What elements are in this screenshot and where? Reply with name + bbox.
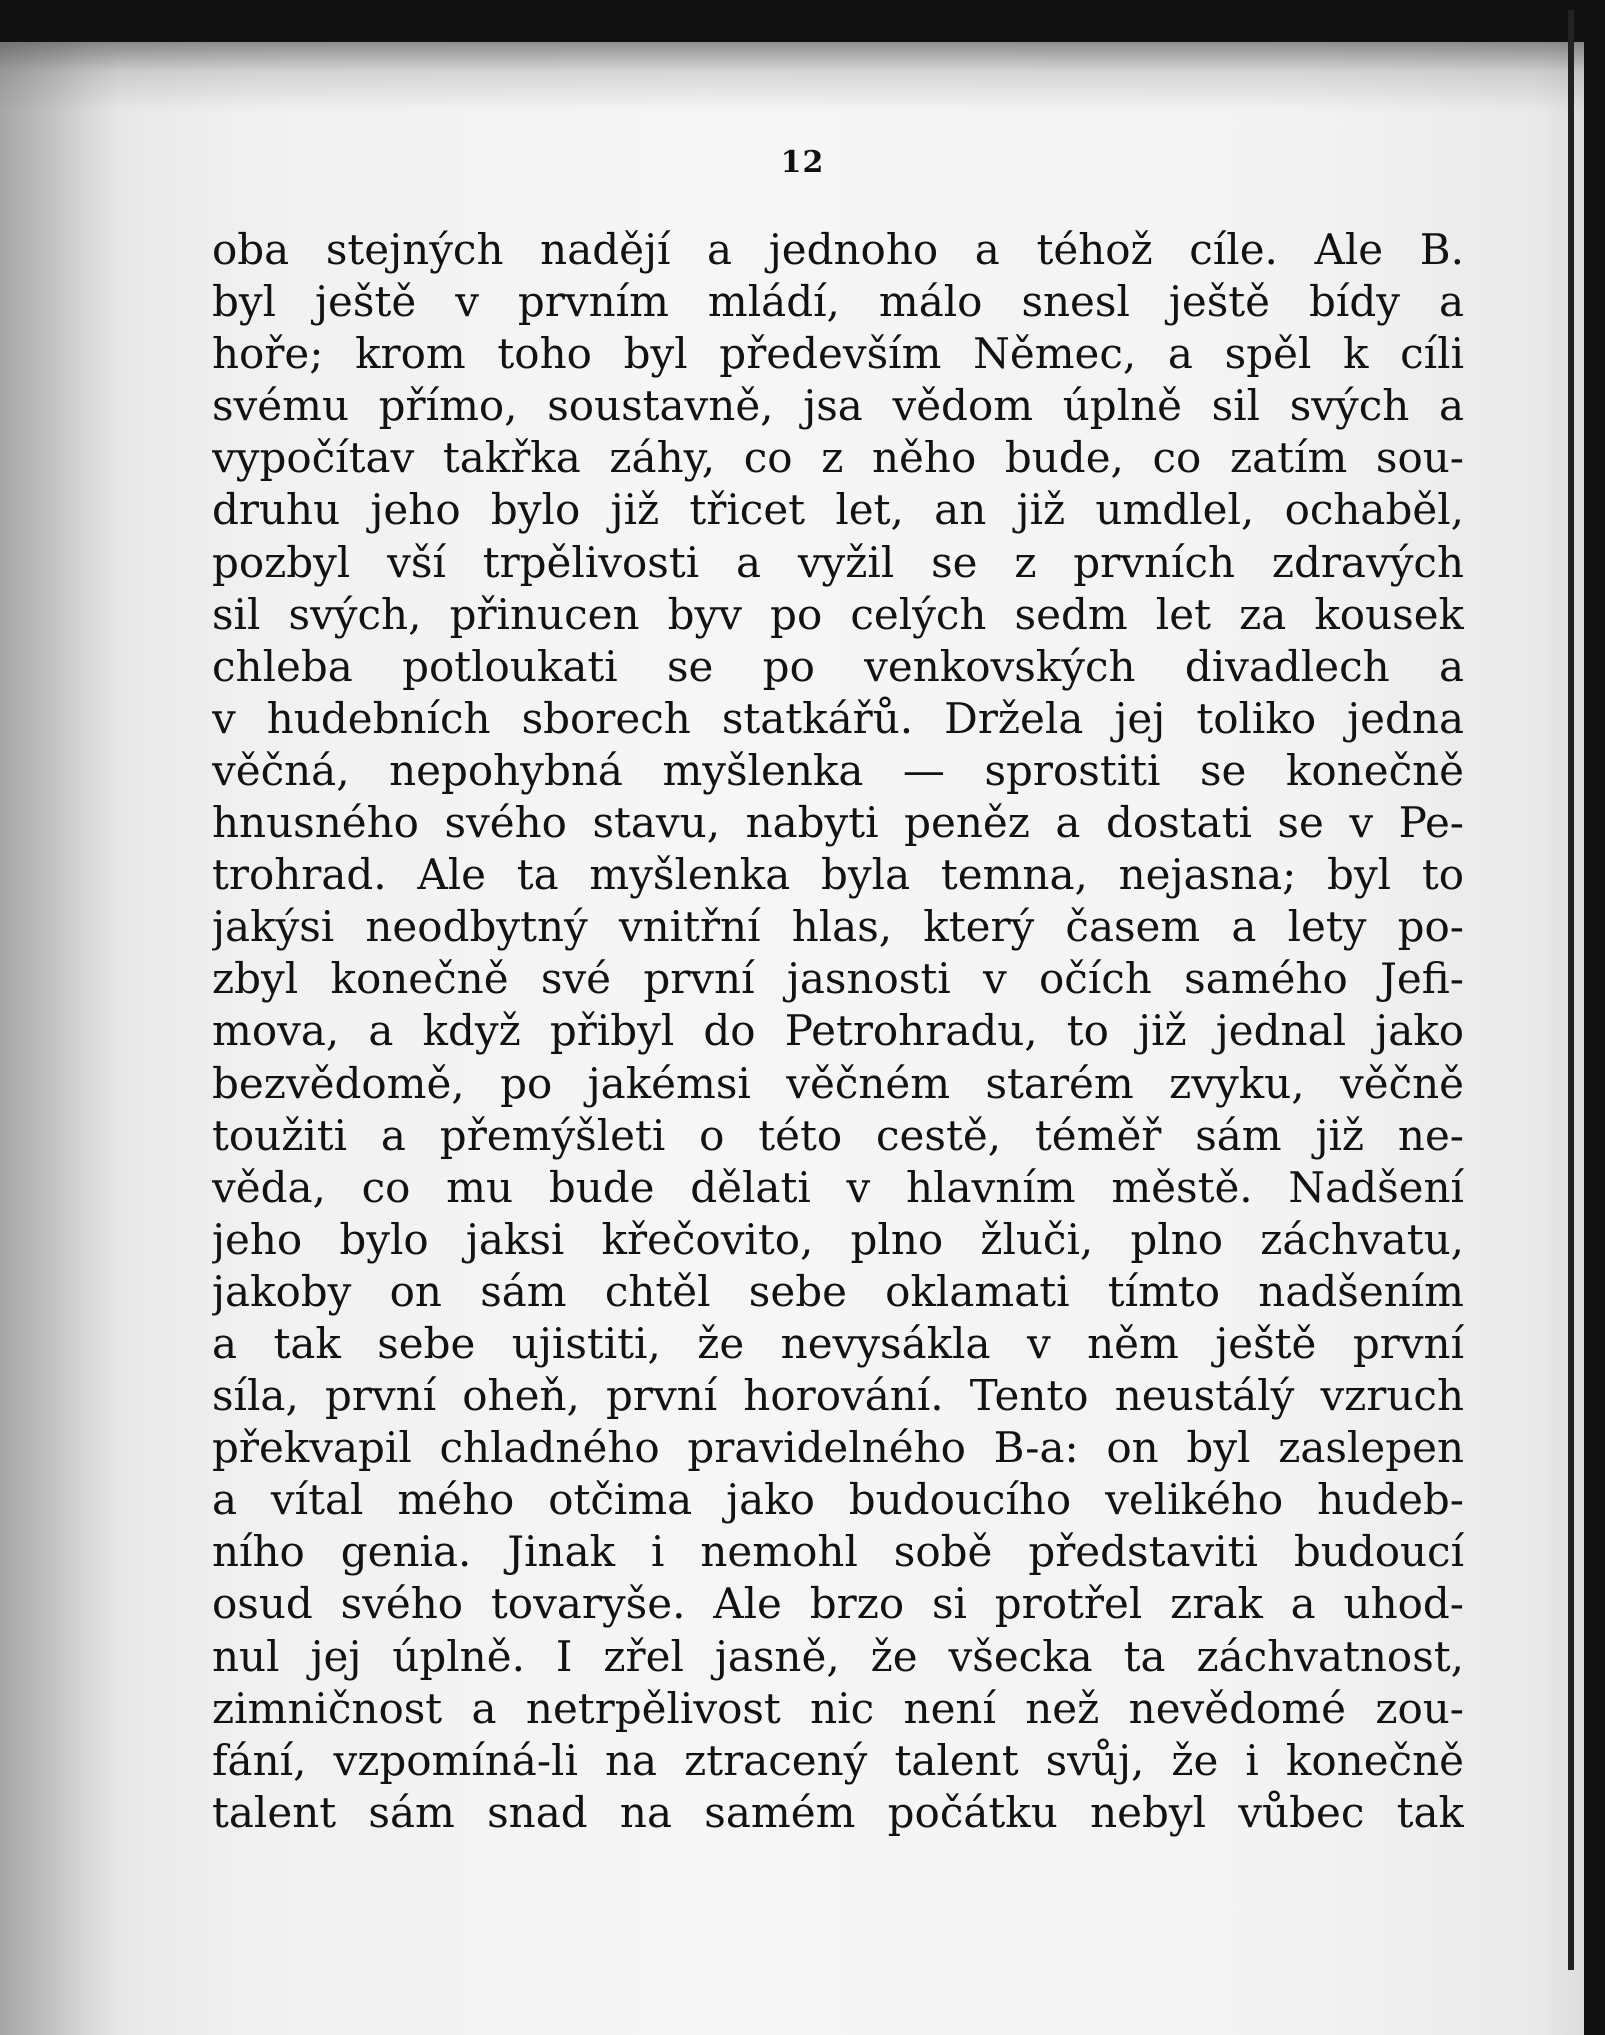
text-line: síla, první oheň, první horování. Tento neustálý vzruch	[212, 1371, 1464, 1421]
text-line: sil svých, přinucen byv po celých sedm let za kousek	[212, 589, 1464, 639]
text-line: hoře; krom toho byl především Němec, a spěl k cíli	[212, 329, 1464, 379]
text-line: a vítal mého otčima jako budoucího velikého hudeb-	[212, 1475, 1464, 1525]
text-line: v hudebních sborech statkářů. Držela jej toliko jedna	[212, 693, 1464, 743]
text-line: jakýsi neodbytný vnitřní hlas, který časem a lety po-	[212, 902, 1464, 952]
text-line: trohrad. Ale ta myšlenka byla temna, nejasna; byl to	[212, 850, 1464, 900]
text-line: mova, a když přibyl do Petrohradu, to již jednal jako	[212, 1006, 1464, 1056]
text-line: zbyl konečně své první jasnosti v očích samého Jefi-	[212, 954, 1464, 1004]
text-line: ního genia. Jinak i nemohl sobě představiti budoucí	[212, 1527, 1464, 1577]
page-number: 12	[780, 145, 825, 180]
body-text	[212, 224, 1464, 1839]
page-top-shadow	[0, 42, 1584, 112]
text-line: hnusného svého stavu, nabyti peněz a dostati se v Pe-	[212, 798, 1464, 848]
text-line: chleba potloukati se po venkovských divadlech a	[212, 641, 1464, 691]
text-line: nul jej úplně. I zřel jasně, že všecka ta záchvatnost,	[212, 1631, 1464, 1681]
text-line: bezvědomě, po jakémsi věčném starém zvyku, věčně	[212, 1058, 1464, 1108]
text-line: vypočítav takřka záhy, co z něho bude, co zatím sou-	[212, 433, 1464, 483]
text-line: zimničnost a netrpělivost nic není než nevědomé zou-	[212, 1683, 1464, 1733]
text-line: byl ještě v prvním mládí, málo snesl ještě bídy a	[212, 277, 1464, 327]
text-line: a tak sebe ujistiti, že nevysákla v něm ještě první	[212, 1318, 1464, 1368]
text-line: osud svého tovaryše. Ale brzo si protřel zrak a uhod-	[212, 1579, 1464, 1629]
text-line: talent sám snad na samém počátku nebyl vůbec tak	[212, 1787, 1464, 1837]
text-line: pozbyl vší trpělivosti a vyžil se z prvních zdravých	[212, 537, 1464, 587]
page-left-shadow	[0, 42, 120, 2035]
text-line: toužiti a přemýšleti o této cestě, téměř sám již ne-	[212, 1110, 1464, 1160]
text-line: věda, co mu bude dělati v hlavním městě. Nadšení	[212, 1162, 1464, 1212]
text-line: oba stejných nadějí a jednoho a téhož cíle. Ale B.	[212, 225, 1464, 274]
text-line: druhu jeho bylo již třicet let, an již umdlel, ochaběl,	[212, 485, 1464, 535]
text-line: jeho bylo jaksi křečovito, plno žluči, plno záchvatu,	[212, 1214, 1464, 1264]
text-line: překvapil chladného pravidelného B-a: on byl zaslepen	[212, 1423, 1464, 1473]
page-edge-rule	[1568, 10, 1574, 1970]
text-line: svému přímo, soustavně, jsa vědom úplně sil svých a	[212, 381, 1464, 431]
text-line: fání, vzpomíná-li na ztracený talent svůj, že i konečně	[212, 1735, 1464, 1785]
text-line: jakoby on sám chtěl sebe oklamati tímto nadšením	[212, 1266, 1464, 1316]
text-line: věčná, nepohybná myšlenka — sprostiti se konečně	[212, 745, 1464, 795]
